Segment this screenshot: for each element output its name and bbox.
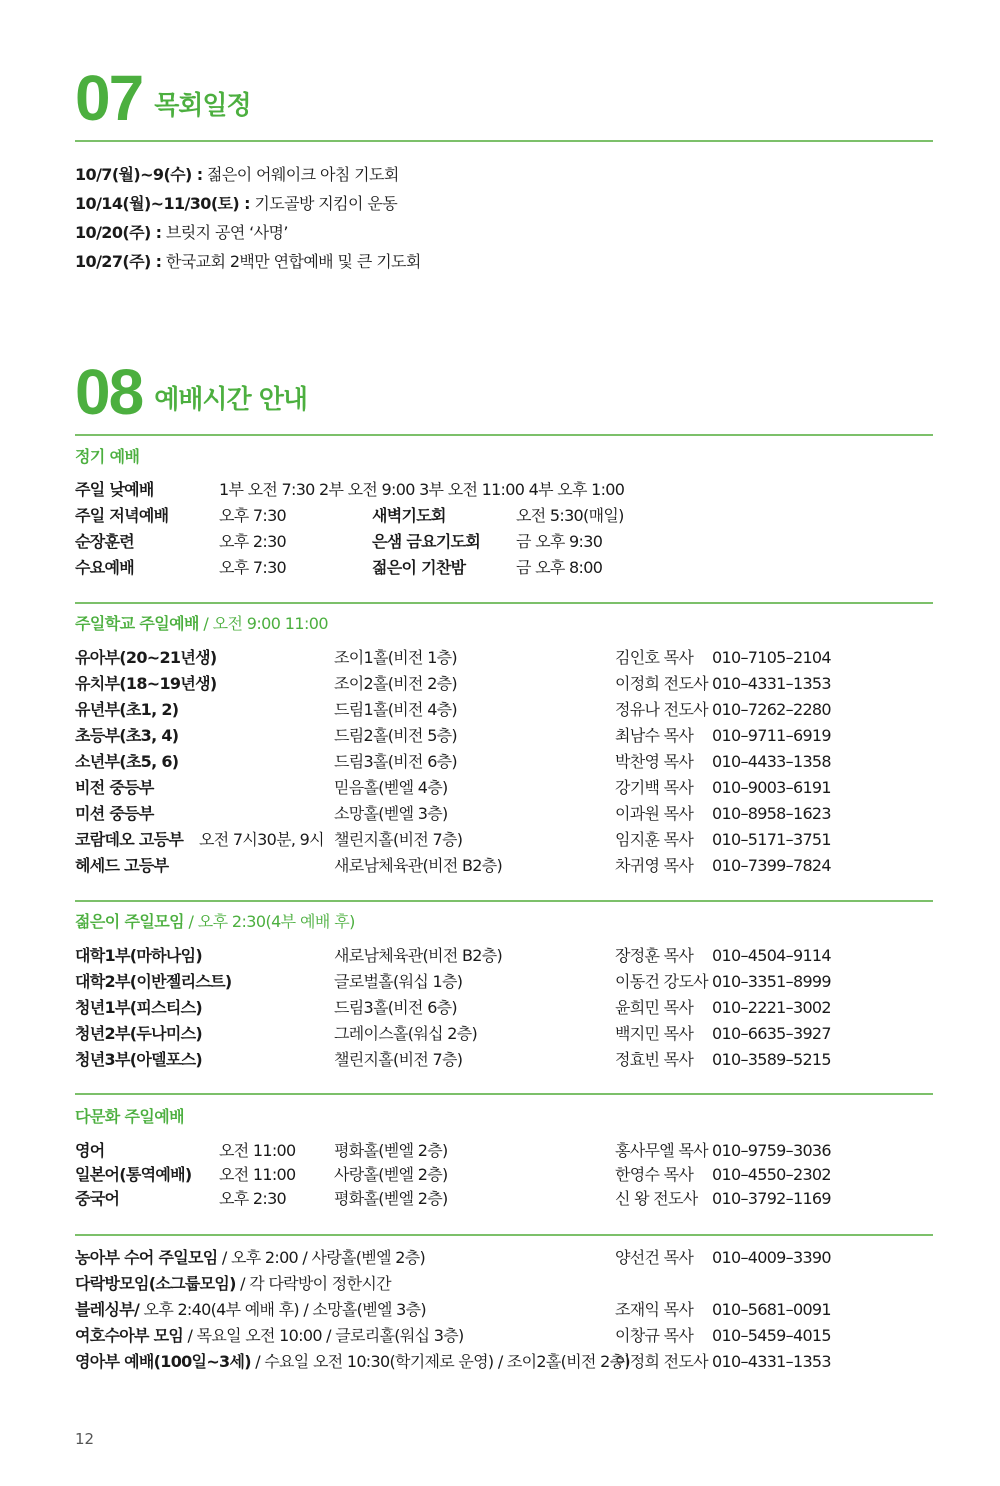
section-07-divider: [75, 140, 933, 142]
divider: [75, 1093, 933, 1095]
venue: 드림3홀(비전 6층): [334, 998, 457, 1017]
language: 영어: [75, 1141, 105, 1160]
service-time: 오전 7시30분, 9시: [199, 830, 324, 849]
department-name: 초등부(초3, 4): [75, 726, 179, 745]
venue: 글로벌홀(워십 1층): [334, 972, 463, 991]
phone-number: 010–4331–1353: [712, 1352, 831, 1371]
multicultural-title: 다문화 주일예배: [75, 1107, 184, 1126]
gathering-detail: / 수요일 오전 10:30(학기제로 운영) / 조이2홀(비전 2층): [250, 1352, 630, 1371]
pastor-name: 이정희 전도사: [615, 1352, 708, 1371]
department-name: 청년3부(아델포스): [75, 1050, 202, 1069]
phone-number: 010–4550–2302: [712, 1165, 831, 1184]
pastor-name: 신 왕 전도사: [615, 1189, 698, 1208]
phone-number: 010–9003–6191: [712, 778, 831, 797]
phone-number: 010–6635–3927: [712, 1024, 831, 1043]
service-time: 오전 11:00: [219, 1165, 296, 1184]
service-time: 금 오후 8:00: [516, 558, 603, 577]
phone-number: 010–4433–1358: [712, 752, 831, 771]
phone-number: 010–9711–6919: [712, 726, 831, 745]
gathering-detail: / 오후 2:00 / 사랑홀(벧엘 2층): [217, 1248, 425, 1267]
department-name: 미션 중등부: [75, 804, 154, 823]
schedule-item: [75, 247, 421, 276]
venue: 믿음홀(벧엘 4층): [334, 778, 448, 797]
section-07-number: 07: [75, 62, 143, 134]
venue: 사랑홀(벧엘 2층): [334, 1165, 448, 1184]
pastor-name: 김인호 목사: [615, 648, 694, 667]
schedule-date: 10/20(주) :: [75, 223, 162, 242]
phone-number: 010–5171–3751: [712, 830, 831, 849]
pastor-name: 홍사무엘 목사: [615, 1141, 708, 1160]
gathering-name: 여호수아부 모임: [75, 1326, 184, 1345]
service-time: 금 오후 9:30: [516, 532, 603, 551]
schedule-item: [75, 218, 421, 247]
service-time: 오후 2:30: [219, 532, 287, 551]
service-name: 은샘 금요기도회: [372, 532, 481, 551]
gathering-name: 블레싱부/: [75, 1300, 140, 1319]
venue: 그레이스홀(워십 2층): [334, 1024, 477, 1043]
venue: 평화홀(벧엘 2층): [334, 1189, 448, 1208]
department-name: 헤세드 고등부: [75, 856, 169, 875]
schedule-text: 젊은이 어웨이크 아침 기도회: [202, 165, 399, 184]
venue: 챌린지홀(비전 7층): [334, 830, 463, 849]
schedule-date: 10/7(월)~9(수) :: [75, 165, 203, 184]
schedule-date: 10/14(월)~11/30(토) :: [75, 194, 250, 213]
pastor-name: 이과원 목사: [615, 804, 694, 823]
phone-number: 010–8958–1623: [712, 804, 831, 823]
section-07-title: 목회일정: [154, 91, 251, 121]
phone-number: 010–3792–1169: [712, 1189, 831, 1208]
divider: [75, 602, 933, 604]
pastor-name: 백지민 목사: [615, 1024, 694, 1043]
phone-number: 010–7105–2104: [712, 648, 831, 667]
service-time: 오전 5:30(매일): [516, 506, 624, 525]
divider: [75, 900, 933, 902]
youth-gathering-title: [75, 909, 355, 932]
divider: [75, 1234, 933, 1236]
phone-number: 010–4331–1353: [712, 674, 831, 693]
pastor-name: 장정훈 목사: [615, 946, 694, 965]
section-07-header: [75, 62, 251, 134]
department-name: 청년1부(피스티스): [75, 998, 202, 1017]
pastor-name: 양선건 목사: [615, 1248, 694, 1267]
gathering-name: 영아부 예배(100일~3세): [75, 1352, 251, 1371]
phone-number: 010–9759–3036: [712, 1141, 831, 1160]
phone-number: 010–4504–9114: [712, 946, 831, 965]
venue: 드림1홀(비전 4층): [334, 700, 457, 719]
phone-number: 010–3351–8999: [712, 972, 831, 991]
gathering-detail: / 각 다락방이 정한시간: [235, 1274, 391, 1293]
phone-number: 010–3589–5215: [712, 1050, 831, 1069]
gathering-info: [75, 1323, 464, 1349]
section-08-title: 예배시간 안내: [154, 385, 307, 415]
service-name: 새벽기도회: [372, 506, 446, 525]
phone-number: 010–7399–7824: [712, 856, 831, 875]
language: 중국어: [75, 1189, 120, 1208]
section-08-header: [75, 356, 307, 428]
venue: 소망홀(벧엘 3층): [334, 804, 448, 823]
sunday-school-time: / 오전 9:00 11:00: [198, 614, 328, 633]
department-name: 비전 중등부: [75, 778, 154, 797]
schedule-text: 브릿지 공연 ‘사명’: [161, 223, 288, 242]
regular-worship-title: 정기 예배: [75, 447, 140, 466]
pastor-name: 윤희민 목사: [615, 998, 694, 1017]
gathering-name: 농아부 수어 주일모임: [75, 1248, 218, 1267]
venue: 새로남체육관(비전 B2층): [334, 946, 503, 965]
department-name: 유치부(18~19년생): [75, 674, 217, 693]
service-name: 수요예배: [75, 558, 135, 577]
gathering-detail: / 목요일 오전 10:00 / 글로리홀(워십 3층): [183, 1326, 464, 1345]
page-number: 12: [75, 1430, 95, 1448]
pastor-name: 최남수 목사: [615, 726, 694, 745]
pastor-name: 차귀영 목사: [615, 856, 694, 875]
pastor-name: 이창규 목사: [615, 1326, 694, 1345]
venue: 평화홀(벧엘 2층): [334, 1141, 448, 1160]
pastor-name: 이동건 강도사: [615, 972, 708, 991]
service-name: 순장훈련: [75, 532, 135, 551]
pastor-name: 이정희 전도사: [615, 674, 708, 693]
venue: 드림3홀(비전 6층): [334, 752, 457, 771]
youth-title-text: 젊은이 주일모임: [75, 912, 184, 931]
service-time: 1부 오전 7:30 2부 오전 9:00 3부 오전 11:00 4부 오후 1:00: [219, 480, 625, 499]
department-name: 청년2부(두나미스): [75, 1024, 202, 1043]
pastor-name: 정효빈 목사: [615, 1050, 694, 1069]
department-name: 코람데오 고등부: [75, 830, 184, 849]
department-name: 유아부(20~21년생): [75, 648, 217, 667]
service-time: 오후 7:30: [219, 506, 287, 525]
phone-number: 010–5459–4015: [712, 1326, 831, 1345]
section-08-divider: [75, 434, 933, 436]
service-name: 젊은이 기찬밤: [372, 558, 466, 577]
gathering-info: [75, 1349, 630, 1375]
department-name: 유년부(초1, 2): [75, 700, 179, 719]
department-name: 소년부(초5, 6): [75, 752, 179, 771]
ministry-schedule-list: [75, 160, 421, 276]
sunday-school-title: [75, 611, 328, 634]
gathering-info: [75, 1297, 426, 1323]
pastor-name: 정유나 전도사: [615, 700, 708, 719]
sunday-school-title-text: 주일학교 주일예배: [75, 614, 199, 633]
pastor-name: 강기백 목사: [615, 778, 694, 797]
department-name: 대학2부(이반젤리스트): [75, 972, 232, 991]
phone-number: 010–2221–3002: [712, 998, 831, 1017]
schedule-text: 한국교회 2백만 연합예배 및 큰 기도회: [161, 252, 421, 271]
department-name: 대학1부(마하나임): [75, 946, 202, 965]
venue: 새로남체육관(비전 B2층): [334, 856, 503, 875]
gathering-info: [75, 1271, 391, 1297]
pastor-name: 한영수 목사: [615, 1165, 694, 1184]
service-time: 오전 11:00: [219, 1141, 296, 1160]
service-name: 주일 낮예배: [75, 480, 154, 499]
gathering-detail: 오후 2:40(4부 예배 후) / 소망홀(벧엘 3층): [139, 1300, 426, 1319]
service-name: 주일 저녁예배: [75, 506, 169, 525]
schedule-item: [75, 160, 421, 189]
schedule-date: 10/27(주) :: [75, 252, 162, 271]
phone-number: 010–4009–3390: [712, 1248, 831, 1267]
service-time: 오후 7:30: [219, 558, 287, 577]
pastor-name: 박찬영 목사: [615, 752, 694, 771]
gathering-name: 다락방모임(소그룹모임): [75, 1274, 236, 1293]
schedule-item: [75, 189, 421, 218]
service-time: 오후 2:30: [219, 1189, 287, 1208]
venue: 조이1홀(비전 1층): [334, 648, 457, 667]
section-08-number: 08: [75, 356, 143, 428]
pastor-name: 조재익 목사: [615, 1300, 694, 1319]
youth-time: / 오후 2:30(4부 예배 후): [183, 912, 355, 931]
venue: 조이2홀(비전 2층): [334, 674, 457, 693]
phone-number: 010–5681–0091: [712, 1300, 831, 1319]
venue: 드림2홀(비전 5층): [334, 726, 457, 745]
schedule-text: 기도골방 지킴이 운동: [249, 194, 398, 213]
phone-number: 010–7262–2280: [712, 700, 831, 719]
pastor-name: 임지훈 목사: [615, 830, 694, 849]
language: 일본어(통역예배): [75, 1165, 192, 1184]
gathering-info: [75, 1245, 425, 1271]
venue: 챌린지홀(비전 7층): [334, 1050, 463, 1069]
